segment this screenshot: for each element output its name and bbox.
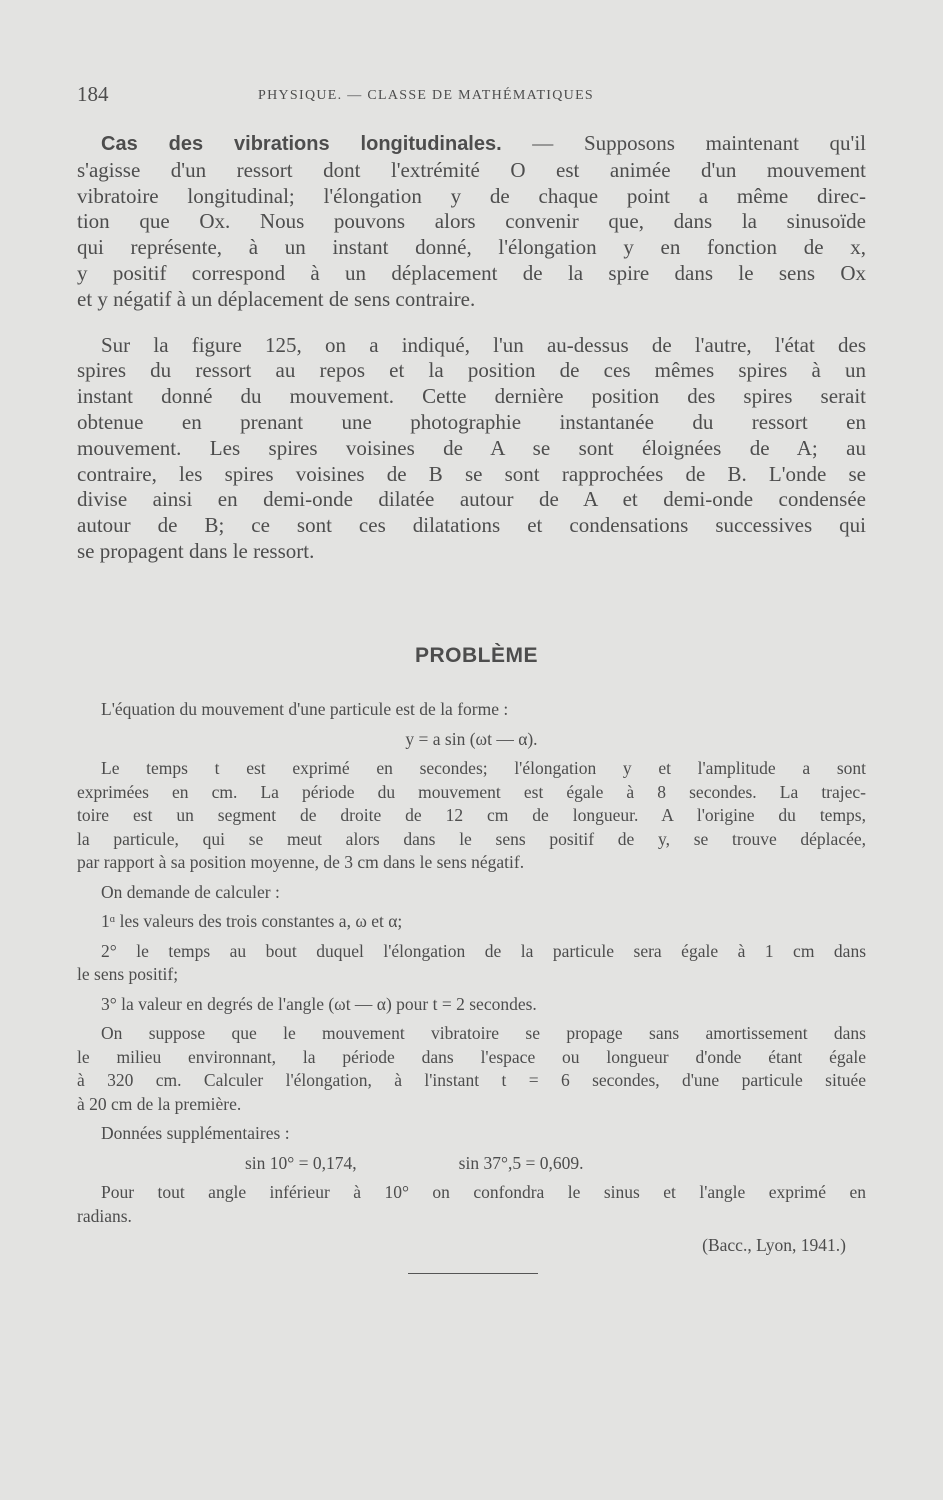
text-line: à 320 cm. Calculer l'élongation, à l'instant t = 6 secondes, d'une particule située xyxy=(77,1070,866,1090)
text-line: mouvement. Les spires voisines de A se sont éloignées de A; au xyxy=(77,435,866,460)
text-line: le milieu environnant, la période dans l'espace ou longueur d'onde étant égale xyxy=(77,1046,866,1067)
end-rule-divider xyxy=(408,1273,538,1274)
text-line: y positif correspond à un déplacement de la spire dans le sens Ox xyxy=(77,260,866,285)
paragraph xyxy=(77,940,866,987)
text-line: vibratoire longitudinal; l'élongation y de chaque point a même direc- xyxy=(77,183,866,208)
paragraph xyxy=(77,131,866,313)
text-line-rest: — Supposons maintenant qu'il xyxy=(501,131,866,155)
text-line: 3° la valeur en degrés de l'angle (ωt — α) pour t = 2 secondes. xyxy=(101,993,537,1014)
sin-37-5-value: sin 37°,5 = 0,609. xyxy=(458,1152,584,1173)
text-line: divise ainsi en demi-onde dilatée autour de A et demi-onde condensée xyxy=(77,487,866,512)
paragraph xyxy=(77,993,866,1017)
sin-10-value: sin 10° = 0,174, xyxy=(245,1152,357,1173)
text-line: s'agisse d'un ressort dont l'extrémité O est animée d'un mouvement xyxy=(77,157,866,182)
paragraph xyxy=(77,698,866,722)
supplementary-data xyxy=(77,1152,866,1176)
text-line xyxy=(77,131,866,158)
text-line: contraire, les spires voisines de B se sont rapprochées de B. L'onde se xyxy=(77,461,866,486)
paragraph xyxy=(77,881,866,905)
paragraph xyxy=(77,1022,866,1116)
text-line: spires du ressort au repos et la position de ces mêmes spires à un xyxy=(77,358,866,383)
paragraph xyxy=(77,757,866,875)
text-line: par rapport à sa position moyenne, de 3 cm dans le sens négatif. xyxy=(77,852,525,872)
section-heading: Cas des vibrations longitudinales. xyxy=(101,133,502,155)
text-line: autour de B; ce sont ces dilatations et condensations successives qui xyxy=(77,513,866,538)
page-number: 184 xyxy=(77,82,109,106)
text-line: 2° le temps au bout duquel l'élongation de la particule sera égale à 1 cm dans xyxy=(101,940,866,961)
source-citation: (Bacc., Lyon, 1941.) xyxy=(702,1235,846,1255)
text-line: qui représente, à un instant donné, l'élongation y en fonction de x, xyxy=(77,235,866,260)
text-line: Sur la figure 125, on a indiqué, l'un au-dessus de l'autre, l'état des xyxy=(101,332,866,357)
text-line: On demande de calculer : xyxy=(101,881,280,902)
text-line: y = a sin (ωt — α). xyxy=(405,728,538,749)
problem-title-text: PROBLÈME xyxy=(414,644,538,667)
text-line: se propagent dans le ressort. xyxy=(77,538,315,563)
problem-title xyxy=(0,644,943,668)
text-line: et y négatif à un déplacement de sens contraire. xyxy=(77,286,476,311)
text-line: Le temps t est exprimé en secondes; l'élongation y et l'amplitude a sont xyxy=(101,758,866,778)
problem-body xyxy=(77,698,866,1258)
text-line: le sens positif; xyxy=(77,964,179,984)
text-line: radians. xyxy=(77,1205,132,1226)
text-line: obtenue en prenant une photographie instantanée du ressort en xyxy=(77,409,866,434)
text-line: L'équation du mouvement d'une particule est de la forme : xyxy=(101,699,509,719)
paragraph xyxy=(77,1181,866,1228)
text-line: 1ᵅ les valeurs des trois constantes a, ω et α; xyxy=(101,911,403,931)
text-line: tion que Ox. Nous pouvons alors convenir que, dans la sinusoïde xyxy=(77,209,866,234)
text-line: instant donné du mouvement. Cette dernière position des spires serait xyxy=(77,384,866,409)
paragraph xyxy=(77,910,866,934)
text-line: la particule, qui se meut alors dans le sens positif de y, se trouve déplacée, xyxy=(77,828,866,849)
section-longitudinal-vibrations xyxy=(77,131,866,585)
text-line: toire est un segment de droite de 12 cm de longueur. A l'origine du temps, xyxy=(77,805,866,825)
paragraph xyxy=(77,728,866,752)
paragraph xyxy=(77,333,866,565)
text-line: Pour tout angle inférieur à 10° on confondra le sinus et l'angle exprimé en xyxy=(101,1182,866,1202)
running-title: PHYSIQUE. — CLASSE DE MATHÉMATIQUES xyxy=(258,88,595,103)
text-line: On suppose que le mouvement vibratoire se propage sans amortissement dans xyxy=(101,1023,866,1043)
text-line: à 20 cm de la première. xyxy=(77,1093,242,1114)
paragraph xyxy=(77,1122,866,1146)
text-line: exprimées en cm. La période du mouvement est égale à 8 secondes. La trajec- xyxy=(77,781,866,802)
text-line: Données supplémentaires : xyxy=(101,1123,290,1143)
